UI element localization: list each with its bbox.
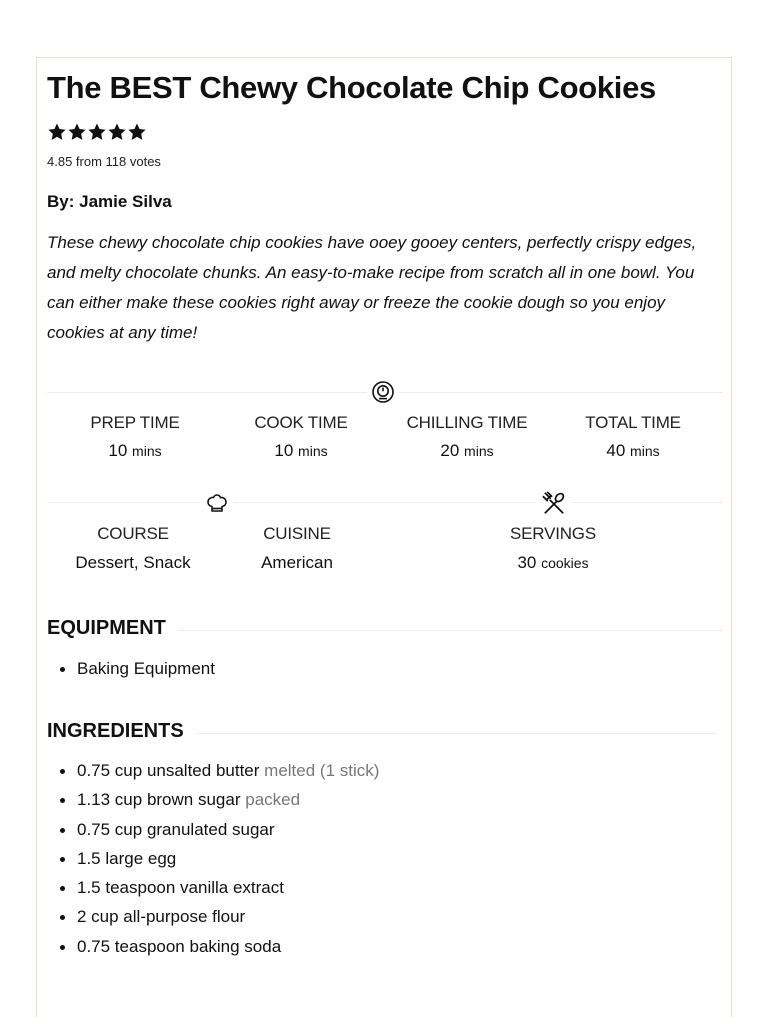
- servings-unit: cookies: [541, 555, 589, 571]
- cook-time-value-row: [221, 441, 381, 461]
- equipment-item: [47, 654, 215, 683]
- ingredient-text: 0.75 cup granulated sugar: [77, 819, 275, 839]
- star-icon[interactable]: [47, 122, 67, 142]
- cuisine-value: American: [261, 553, 333, 572]
- ingredient-text: 0.75 teaspoon baking soda: [77, 936, 282, 956]
- timer-icon: [367, 378, 399, 406]
- ingredient-text: 1.5 teaspoon vanilla extract: [77, 878, 284, 898]
- ingredient-text: 0.75 cup unsalted butter: [77, 761, 260, 780]
- fork-spoon-icon: [536, 489, 572, 517]
- rating-votes: 4.85 from 118 votes: [47, 154, 161, 169]
- chilling-time-unit: mins: [464, 443, 494, 459]
- star-icon[interactable]: [107, 122, 127, 142]
- star-icon[interactable]: [87, 122, 107, 142]
- total-time-unit: mins: [630, 443, 660, 459]
- cuisine: [217, 524, 377, 573]
- ingredients-list: [47, 756, 379, 961]
- total-time-label: TOTAL TIME: [585, 413, 681, 432]
- ingredients-divider: [187, 733, 717, 734]
- ingredient-note: packed: [245, 790, 301, 810]
- total-time: [553, 413, 713, 461]
- servings-label: SERVINGS: [510, 524, 596, 543]
- ingredient-item: [47, 844, 379, 873]
- cook-time-value: 10: [274, 441, 294, 460]
- ingredient-note: melted (1 stick): [264, 761, 380, 780]
- ingredient-item: [47, 873, 379, 902]
- cuisine-label: CUISINE: [263, 524, 331, 543]
- cook-time-unit: mins: [298, 443, 328, 459]
- course-label: COURSE: [97, 524, 169, 543]
- star-rating[interactable]: [47, 122, 147, 144]
- prep-time-value-row: [55, 441, 215, 461]
- servings: [473, 524, 633, 573]
- cook-time-label: COOK TIME: [254, 413, 348, 432]
- prep-time-value: 10: [108, 441, 128, 460]
- prep-time: [55, 413, 215, 461]
- ingredient-text: 1.5 large egg: [77, 848, 177, 868]
- recipe-author: By: Jamie Silva: [47, 192, 172, 211]
- equipment-list: [47, 654, 215, 683]
- chilling-time-value-row: [387, 441, 547, 461]
- ingredient-text: 1.13 cup brown sugar: [77, 790, 241, 810]
- ingredients-header: INGREDIENTS: [47, 720, 196, 743]
- chilling-time-label: CHILLING TIME: [406, 413, 528, 432]
- equipment-item-text: Baking Equipment: [77, 659, 215, 678]
- prep-time-unit: mins: [132, 443, 162, 459]
- recipe-title: The BEST Chewy Chocolate Chip Cookies: [47, 70, 656, 105]
- star-icon[interactable]: [67, 122, 87, 142]
- equipment-header: EQUIPMENT: [47, 617, 178, 640]
- chilling-time: [387, 413, 547, 461]
- recipe-summary: These chewy chocolate chip cookies have ooey gooey centers, perfectly crispy edges, and melty chocolate chunks. An easy-to-make recipe from scratch all in one bowl. You can either make these cookies right away or freeze the cookie dough so you enjoy cookies at any time!: [47, 233, 697, 342]
- ingredient-text: 2 cup all-purpose flour: [77, 907, 246, 927]
- course: [53, 524, 213, 573]
- servings-value[interactable]: 30: [517, 553, 537, 572]
- servings-value-row: [473, 553, 633, 573]
- ingredient-item: [47, 902, 379, 931]
- prep-time-label: PREP TIME: [90, 413, 180, 432]
- details-divider: [47, 502, 723, 503]
- total-time-value-row: [553, 441, 713, 461]
- cook-time: [221, 413, 381, 461]
- total-time-value: 40: [606, 441, 626, 460]
- course-value: Dessert, Snack: [75, 553, 191, 572]
- ingredient-item: [47, 932, 379, 961]
- ingredient-item: [47, 815, 379, 844]
- equipment-divider: [177, 630, 723, 631]
- chef-hat-icon: [201, 489, 233, 517]
- ingredient-item: [47, 785, 379, 814]
- chilling-time-value: 20: [440, 441, 460, 460]
- recipe-card: [36, 57, 732, 1017]
- star-icon[interactable]: [127, 122, 147, 142]
- ingredient-item: [47, 756, 379, 785]
